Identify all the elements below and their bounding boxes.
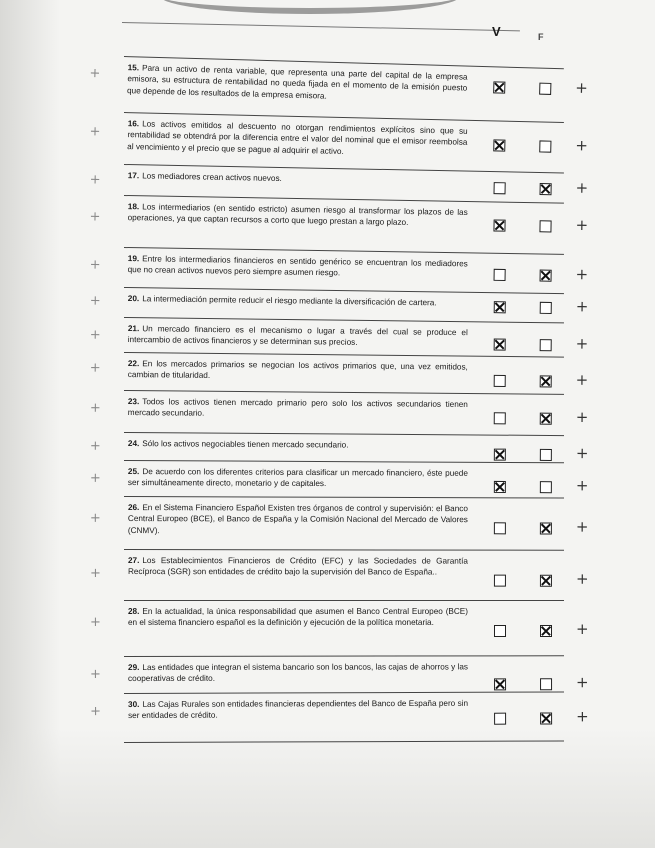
question-number: 21. [127, 324, 140, 334]
margin-mark: + [89, 257, 101, 273]
grade-mark: + [575, 334, 589, 353]
question-text [128, 606, 468, 629]
question-statement: Los mediadores crean activos nuevos. [142, 171, 282, 184]
question-number: 18. [127, 202, 140, 212]
false-checkbox[interactable] [539, 220, 551, 232]
grade-mark: + [575, 78, 589, 97]
false-checkbox[interactable] [540, 625, 552, 637]
question-text [128, 502, 468, 537]
page-shadow-left [0, 0, 60, 848]
page-fold-shadow [160, 0, 460, 14]
false-checkbox[interactable] [540, 339, 552, 351]
question-statement: Todos los activos tienen mercado primario pero solo los activos secundarios tienen mercado secundario. [127, 397, 468, 419]
margin-mark: + [89, 327, 101, 343]
question-text [128, 466, 468, 491]
question-statement: La intermediación permite reducir el riesgo mediante la diversificación de cartera. [142, 294, 437, 308]
question-row [90, 600, 589, 638]
false-checkbox[interactable] [540, 522, 552, 534]
margin-mark: + [89, 66, 101, 82]
question-number: 19. [127, 254, 140, 264]
true-checkbox[interactable] [493, 139, 505, 151]
question-statement: Los Establecimientos Financieros de Crédito (EFC) y las Sociedades de Garantía Recíproca (SGR) son entidades de crédito bajo la supervisión del Banco de España.. [127, 556, 468, 577]
false-checkbox[interactable] [540, 575, 552, 587]
question-text [128, 555, 468, 578]
false-checkbox[interactable] [540, 375, 552, 387]
question-text [128, 438, 468, 452]
margin-mark: + [89, 209, 101, 225]
grade-mark: + [576, 707, 589, 726]
question-number: 20. [127, 294, 140, 304]
question-row [89, 56, 589, 101]
question-text [128, 358, 468, 384]
question-number: 30. [128, 699, 140, 709]
grade-mark: + [575, 297, 589, 316]
true-checkbox[interactable] [494, 269, 506, 281]
true-checkbox[interactable] [494, 481, 506, 493]
true-checkbox[interactable] [493, 182, 505, 194]
question-row [89, 247, 589, 284]
question-text [128, 293, 468, 309]
false-checkbox[interactable] [539, 140, 551, 152]
question-statement: Un mercado financiero es el mecanismo o lugar a través del cual se produce el intercambio de activos financieros y se determinan sus precios. [127, 324, 468, 348]
grade-mark: + [575, 517, 589, 536]
question-number: 25. [127, 467, 140, 477]
true-checkbox[interactable] [494, 412, 506, 424]
true-checkbox[interactable] [494, 522, 506, 534]
page-shadow-bottom [0, 728, 655, 848]
question-row [89, 112, 589, 156]
margin-mark: + [89, 360, 101, 376]
question-row [89, 317, 589, 353]
header-rule [122, 22, 520, 31]
question-text [128, 661, 468, 684]
question-statement: Entre los intermediarios financieros en sentido genérico se encuentran los mediadores que no crean activos nuevos pero siempre asumen riesgo. [127, 254, 468, 278]
question-text [127, 118, 468, 160]
true-checkbox[interactable] [494, 301, 506, 313]
margin-mark: + [90, 615, 101, 630]
true-checkbox[interactable] [494, 713, 506, 725]
true-checkbox[interactable] [494, 678, 506, 690]
grade-mark: + [575, 407, 589, 427]
question-row [89, 549, 589, 588]
question-row [90, 655, 589, 692]
question-statement: De acuerdo con los diferentes criterios para clasificar un mercado financiero, éste puede ser simultáneamente directo, monetario y de capitales. [127, 467, 468, 489]
question-number: 15. [127, 63, 140, 73]
question-text [128, 323, 468, 350]
true-checkbox[interactable] [494, 575, 506, 587]
question-row [89, 390, 589, 427]
question-text [128, 396, 468, 422]
true-checkbox[interactable] [494, 339, 506, 351]
question-statement: En los mercados primarios se negocian los activos primarios que, una vez emitidos, cambian de titularidad. [127, 359, 468, 381]
question-number: 23. [127, 397, 140, 407]
question-statement: Las Cajas Rurales son entidades financieras dependientes del Banco de España pero sin ser entidades de crédito. [128, 698, 469, 721]
question-number: 27. [127, 556, 140, 566]
false-checkbox[interactable] [540, 449, 552, 461]
question-text [128, 201, 468, 230]
question-row [89, 432, 589, 463]
false-checkbox[interactable] [540, 413, 552, 425]
question-row [89, 287, 589, 316]
question-text [127, 62, 468, 106]
margin-mark: + [89, 438, 101, 454]
question-row [89, 164, 589, 197]
margin-mark: + [89, 400, 101, 416]
grade-mark: + [575, 569, 589, 588]
question-text [128, 698, 468, 722]
question-row [89, 352, 589, 389]
question-number: 24. [127, 439, 140, 449]
question-row [90, 691, 589, 726]
true-checkbox[interactable] [493, 219, 505, 231]
grade-mark: + [576, 620, 589, 638]
margin-mark: + [89, 124, 101, 140]
margin-mark: + [89, 172, 101, 188]
grade-mark: + [576, 673, 589, 692]
margin-mark: + [90, 704, 101, 720]
question-statement: Las entidades que integran el sistema bancario son los bancos, las cajas de ahorros y las cooperativas de crédito. [128, 662, 469, 684]
true-column-header: V [492, 24, 501, 39]
question-statement: Los activos emitidos al descuento no otorgan rendimientos explícitos sino que su rentabilidad se obtendrá por la diferencia entre el valor del nominal que el emisor reembolsa al vencimiento y el precio que se pague al adquirir el activo. [127, 119, 468, 156]
question-statement: En la actualidad, la única responsabilidad que asumen el Banco Central Europeo (BCE) en el sistema financiero español es la definición y ejecución de la política monetaria. [128, 607, 468, 628]
true-checkbox[interactable] [494, 449, 506, 461]
question-text [128, 253, 468, 281]
grade-mark: + [575, 476, 589, 495]
question-row [89, 195, 589, 235]
question-statement: Para un activo de renta variable, que representa una parte del capital de la empresa emisora, su estructura de rentabilidad no queda fijada en el momento de la emisión puesto que depende de los resultados de la empresa emisora. [126, 63, 468, 101]
grade-mark: + [575, 215, 589, 235]
question-number: 16. [127, 119, 140, 129]
false-checkbox[interactable] [540, 302, 552, 314]
false-checkbox[interactable] [540, 481, 552, 493]
margin-mark: + [89, 565, 101, 581]
grade-mark: + [575, 265, 589, 284]
grade-mark: + [575, 178, 589, 197]
question-number: 26. [127, 503, 140, 513]
false-checkbox[interactable] [540, 678, 552, 690]
question-statement: Los intermediarios (en sentido estricto) asumen riesgo al transformar los plazos de las operaciones, ya que captan recursos a corto que luego prestan a largo plazo. [127, 202, 468, 228]
margin-mark: + [89, 470, 101, 486]
margin-mark: + [89, 510, 101, 526]
grade-mark: + [575, 444, 589, 463]
false-checkbox[interactable] [540, 270, 552, 282]
grade-mark: + [575, 136, 589, 155]
false-checkbox[interactable] [540, 713, 552, 725]
false-column-header: F [538, 32, 544, 42]
true-checkbox[interactable] [494, 625, 506, 637]
question-number: 29. [128, 662, 140, 672]
true-checkbox[interactable] [494, 375, 506, 387]
question-number: 22. [127, 359, 140, 369]
margin-mark: + [90, 667, 101, 683]
true-checkbox[interactable] [493, 81, 505, 93]
question-text [128, 170, 468, 188]
margin-mark: + [89, 293, 101, 309]
question-statement: Sólo los activos negociables tienen mercado secundario. [142, 439, 349, 450]
grade-mark: + [575, 370, 589, 389]
question-number: 28. [128, 607, 140, 616]
question-row [89, 496, 589, 536]
question-number: 17. [127, 171, 140, 181]
false-checkbox[interactable] [539, 183, 551, 195]
question-statement: En el Sistema Financiero Español Existen tres órganos de control y supervisión: el Banco Central Europeo (BCE), el Banco de España y la Comisión Nacional del Mercado de Valores (CNMV). [127, 503, 468, 535]
false-checkbox[interactable] [539, 83, 551, 95]
